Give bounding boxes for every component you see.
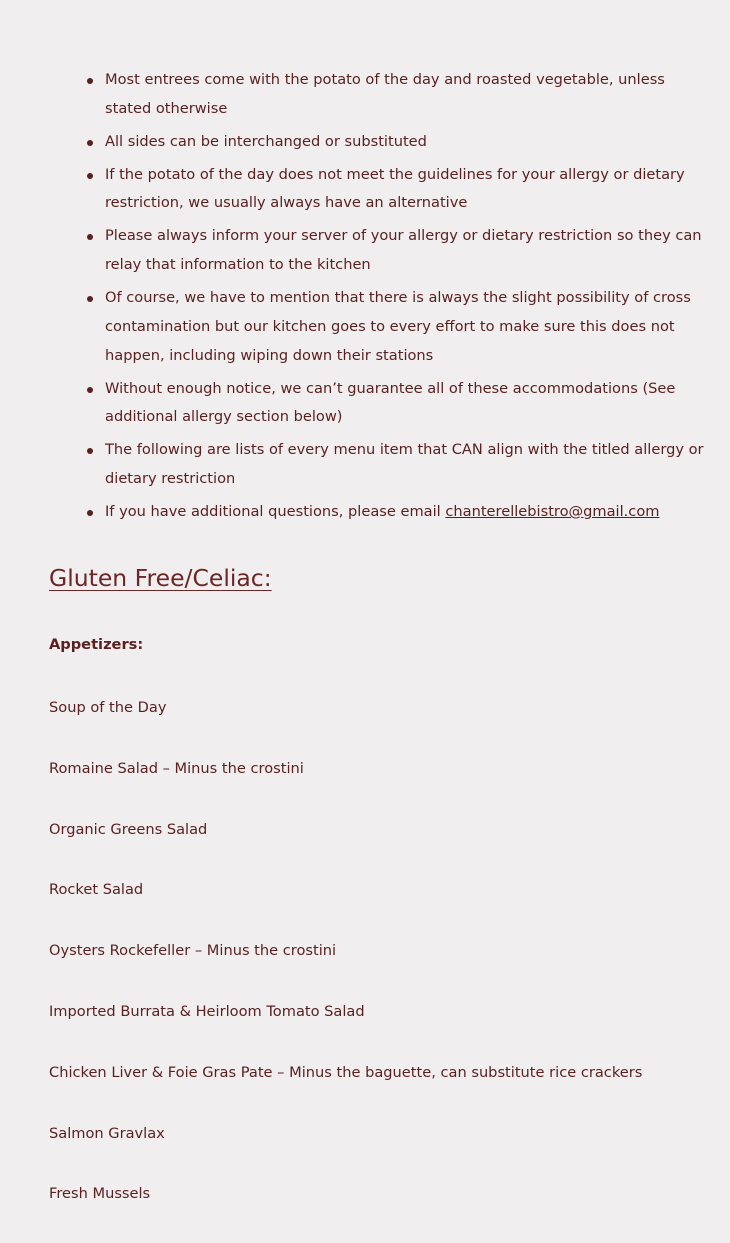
note-item	[105, 161, 714, 218]
menu-item: Fresh Mussels	[49, 1185, 151, 1203]
note-item	[105, 284, 714, 370]
contact-text: If you have additional questions, please email	[105, 502, 446, 520]
menu-item: Romaine Salad – Minus the crostini	[49, 759, 304, 777]
section-subheading: Appetizers:	[49, 636, 144, 653]
menu-item: Rocket Salad	[49, 881, 144, 899]
bullet-icon	[87, 140, 93, 146]
menu-item: Organic Greens Salad	[49, 820, 208, 838]
bullet-icon	[87, 448, 93, 454]
note-item	[105, 128, 714, 157]
note-item	[105, 222, 714, 279]
note-text: All sides can be interchanged or substituted	[105, 132, 427, 150]
note-text: Without enough notice, we can’t guarantee all of these accommodations (See additional allergy section below)	[105, 379, 676, 426]
notes-list	[49, 66, 714, 527]
note-item	[105, 375, 714, 432]
bullet-icon	[87, 387, 93, 393]
note-text: Please always inform your server of your allergy or dietary restriction so they can relay that information to the kitchen	[105, 227, 702, 274]
page-content	[49, 66, 714, 1203]
bullet-icon	[87, 78, 93, 84]
menu-item: Imported Burrata & Heirloom Tomato Salad	[49, 1002, 365, 1020]
note-item	[105, 66, 714, 123]
menu-item: Salmon Gravlax	[49, 1124, 165, 1142]
contact-item	[105, 498, 714, 527]
section-title: Gluten Free/Celiac:	[49, 564, 272, 592]
note-text: If the potato of the day does not meet the guidelines for your allergy or dietary restriction, we usually always have an alternative	[105, 165, 685, 212]
menu-item: Soup of the Day	[49, 699, 167, 716]
bullet-icon	[87, 296, 93, 302]
note-item	[105, 436, 714, 493]
bullet-icon	[87, 510, 93, 516]
menu-item-list	[49, 696, 714, 1243]
bullet-icon	[87, 234, 93, 240]
note-text: Of course, we have to mention that there is always the slight possibility of cross contamination but our kitchen goes to every effort to make sure this does not happen, including wiping down their stations	[105, 289, 691, 364]
note-text: Most entrees come with the potato of the day and roasted vegetable, unless stated otherwise	[105, 71, 665, 117]
email-link[interactable]: chanterellebistro@gmail.com	[445, 502, 660, 520]
note-text: The following are lists of every menu item that CAN align with the titled allergy or dietary restriction	[105, 441, 704, 487]
menu-item: Oysters Rockefeller – Minus the crostini	[49, 942, 337, 960]
menu-item: Chicken Liver & Foie Gras Pate – Minus the baguette, can substitute rice crackers	[49, 1063, 643, 1081]
bullet-icon	[87, 173, 93, 179]
